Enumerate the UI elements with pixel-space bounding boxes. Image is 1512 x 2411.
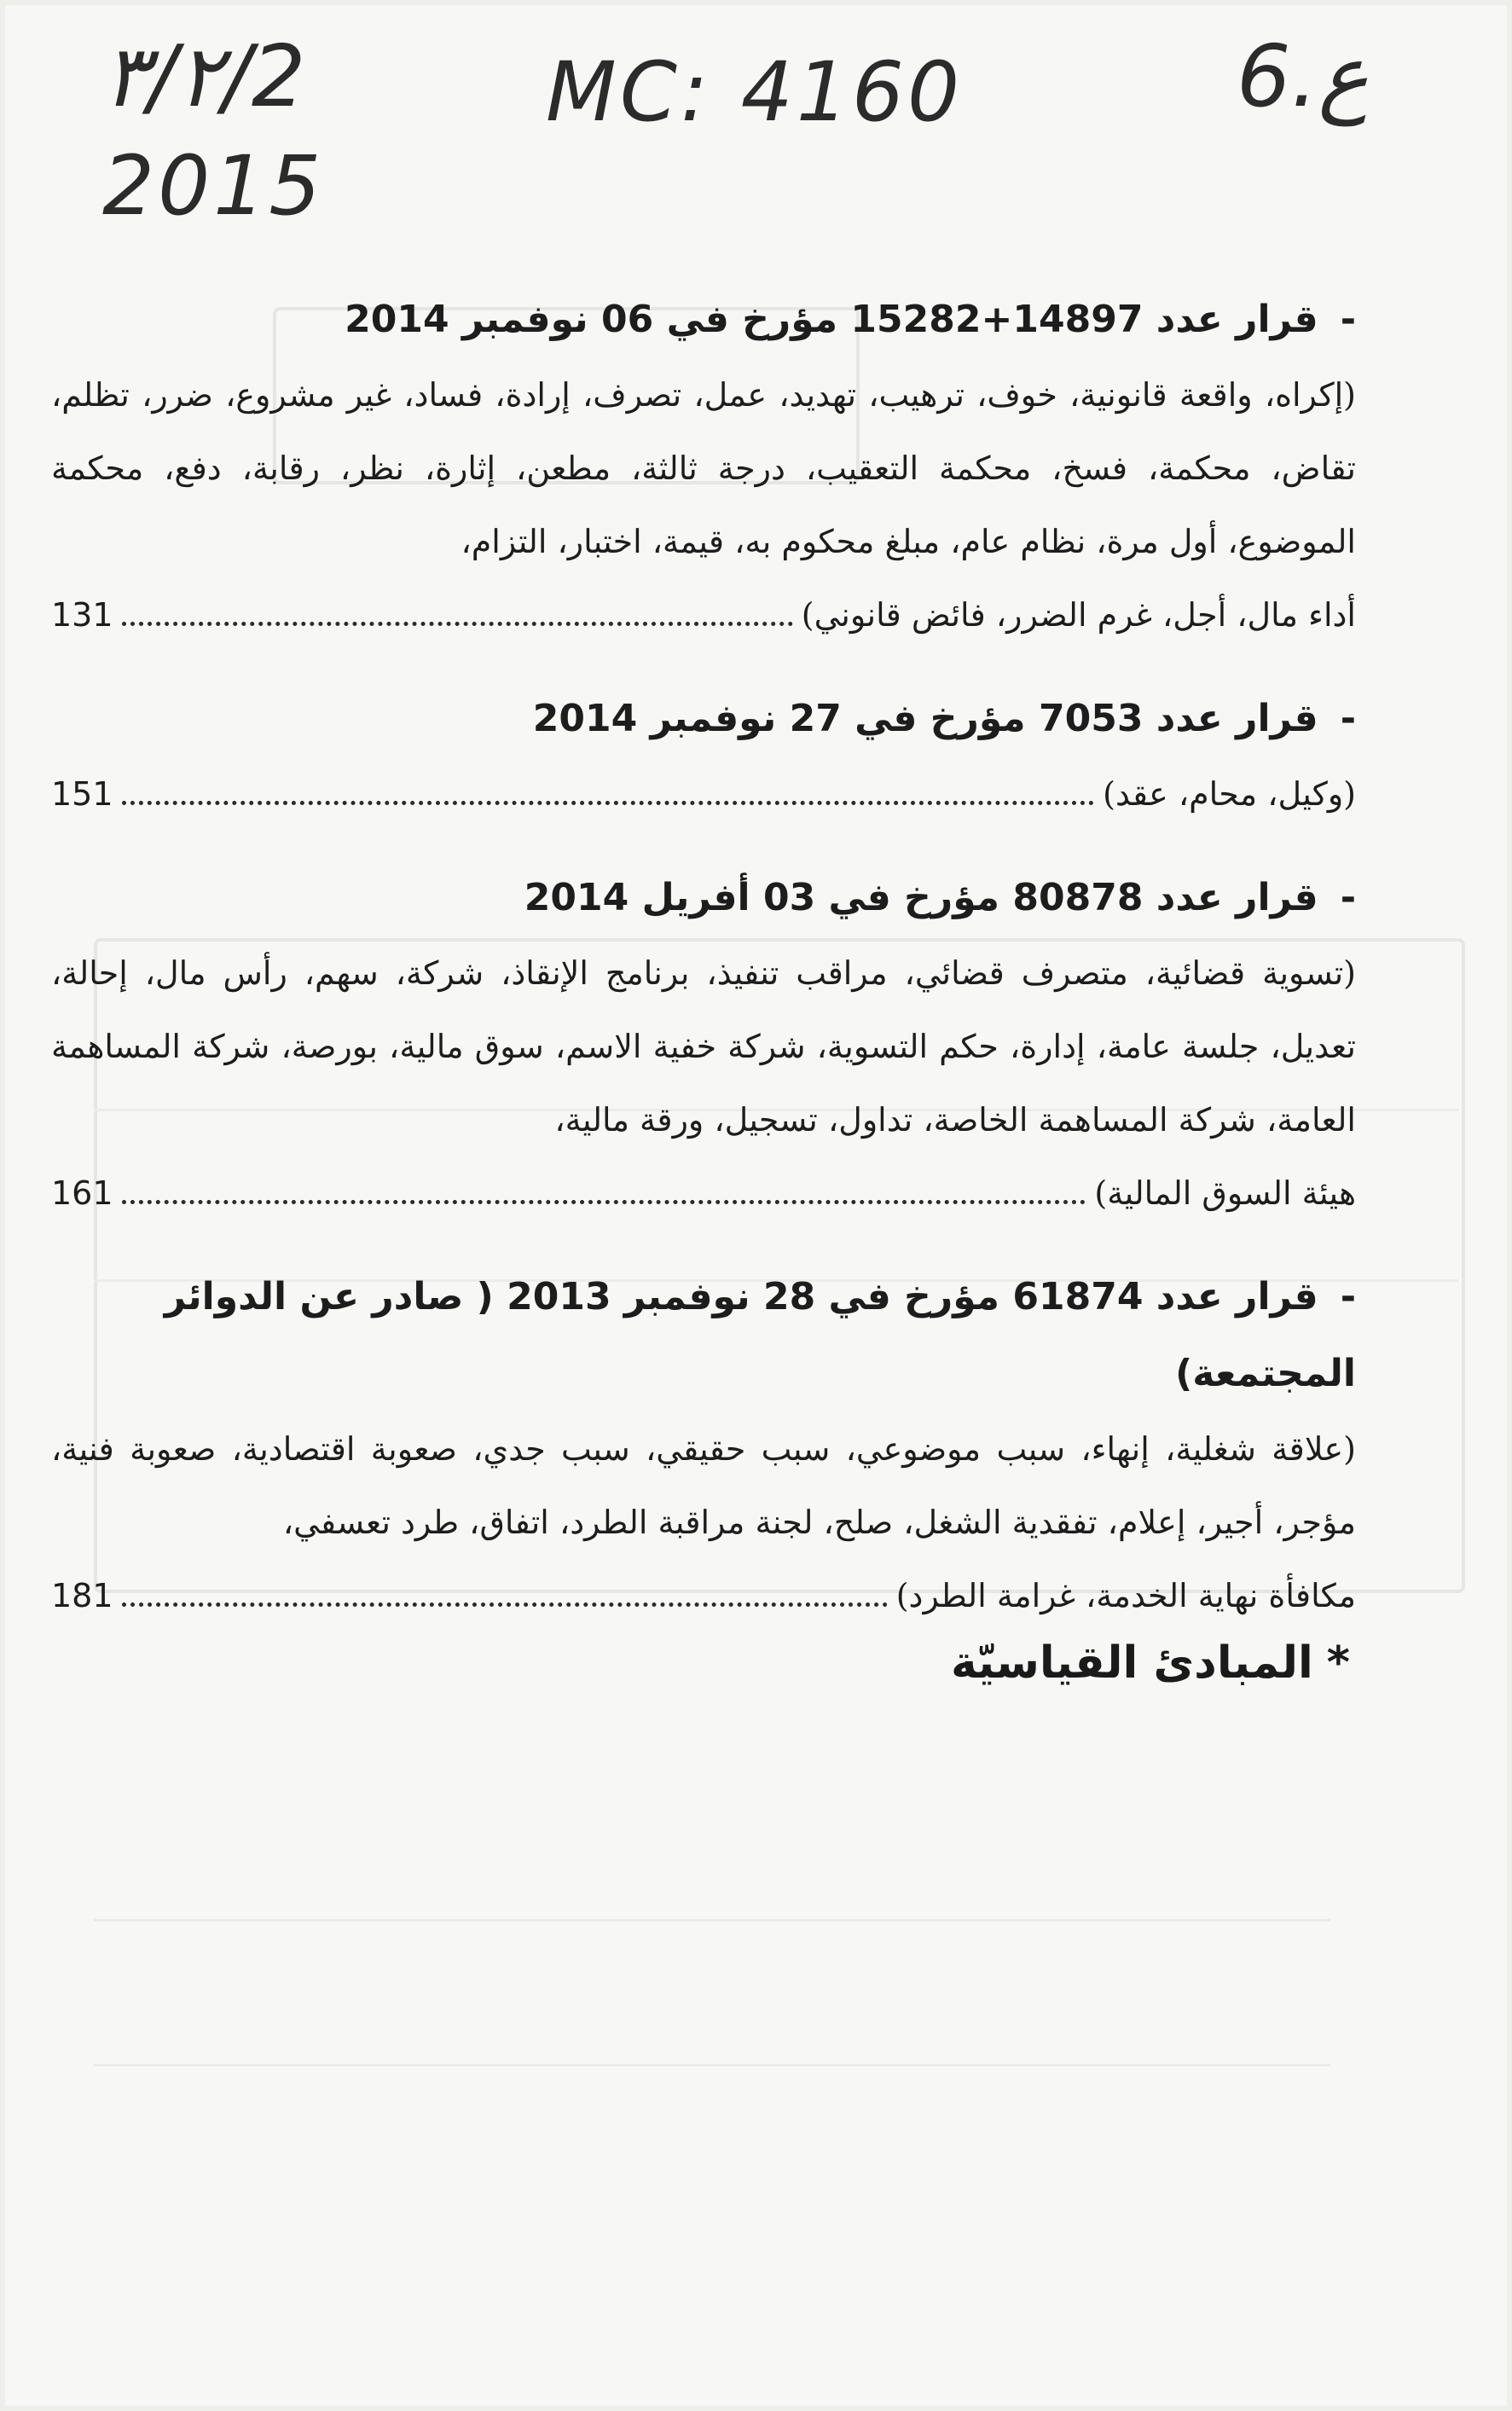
dot-leader <box>122 622 793 626</box>
entry-keywords-end: مكافأة نهاية الخدمة، غرامة الطرد) <box>895 1577 1356 1614</box>
entry-last-line <box>51 757 1356 831</box>
entry-title <box>51 281 1356 358</box>
handwritten-reference: ٣/٢/2 <box>102 26 306 126</box>
entry-title-text: قرار عدد 14897+15282 مؤرخ في 06 نوفمبر 2014 <box>345 298 1318 341</box>
handwritten-code: MC: 4160 <box>546 44 964 140</box>
page-number: 161 <box>51 1174 113 1212</box>
entry-last-line <box>51 1559 1356 1632</box>
entry-keywords-end: (وكيل، محام، عقد) <box>1103 775 1356 813</box>
entry-last-line <box>51 578 1356 652</box>
dot-leader <box>122 801 1095 805</box>
entry-title-text: قرار عدد 7053 مؤرخ في 27 نوفمبر 2014 <box>532 697 1318 740</box>
page-number: 181 <box>51 1577 113 1614</box>
entry-keywords: (تسوية قضائية، متصرف قضائي، مراقب تنفيذ، برنامج الإنقاذ، شركة، سهم، رأس مال، إحالة، تعديل، جلسة عامة، إدارة، حكم التسوية، شركة خفية الاسم، سوق مالية، بورصة، شركة المساهمة العامة، شركة المساهمة الخاصة، تداول، تسجيل، ورقة مالية، <box>51 954 1356 1139</box>
entry-keywords: (علاقة شغلية، إنهاء، سبب موضوعي، سبب حقيقي، سبب جدي، صعوبة اقتصادية، صعوبة فنية، مؤجر، أجير، إعلام، تفقدية الشغل، صلح، لجنة مراقبة الطرد، اتفاق، طرد تعسفي، <box>51 1430 1356 1541</box>
entry-title-text: قرار عدد 80878 مؤرخ في 03 أفريل 2014 <box>524 876 1318 919</box>
entry-dash: - <box>1340 298 1356 341</box>
entry-keywords-end: هيئة السوق المالية) <box>1094 1174 1356 1212</box>
entry-keywords: (إكراه، واقعة قانونية، خوف، ترهيب، تهديد، عمل، تصرف، إرادة، فساد، غير مشروع، ضرر، تظلم، تقاض، محكمة، فسخ، محكمة التعقيب، درجة ثالثة، مطعن، إثارة، نظر، رقابة، دفع، محكمة الموضوع، أول مرة، نظام عام، مبلغ محكوم به، قيمة، اختبار، التزام، <box>51 376 1356 560</box>
page-number: 151 <box>51 775 113 813</box>
bleed-through-line <box>94 2064 1330 2066</box>
bullet-star: * <box>1326 1637 1350 1689</box>
section-heading-text: المبادئ القياسيّة <box>950 1637 1313 1689</box>
section-heading <box>951 1637 1350 1689</box>
entry-title <box>51 1259 1356 1412</box>
bleed-through-line <box>94 1919 1330 1921</box>
dot-leader <box>122 1603 888 1607</box>
page-number: 131 <box>51 596 113 634</box>
entry-keywords-end: أداء مال، أجل، غرم الضرر، فائض قانوني) <box>801 596 1356 634</box>
entry-title-text: قرار عدد 61874 مؤرخ في 28 نوفمبر 2013 ( صادر عن الدوائر المجتمعة) <box>164 1275 1356 1395</box>
entry-dash: - <box>1340 1275 1356 1319</box>
handwritten-year: 2015 <box>102 138 325 234</box>
entry-dash: - <box>1340 876 1356 919</box>
index-entry <box>51 281 1356 652</box>
index-content <box>51 281 1356 1661</box>
entry-last-line <box>51 1156 1356 1230</box>
index-entry <box>51 860 1356 1230</box>
entry-title <box>51 681 1356 757</box>
entry-dash: - <box>1340 697 1356 740</box>
index-entry <box>51 681 1356 831</box>
handwritten-right-mark: 6.ع <box>1237 26 1370 126</box>
index-entry <box>51 1259 1356 1632</box>
dot-leader <box>122 1200 1086 1204</box>
entry-title <box>51 860 1356 936</box>
